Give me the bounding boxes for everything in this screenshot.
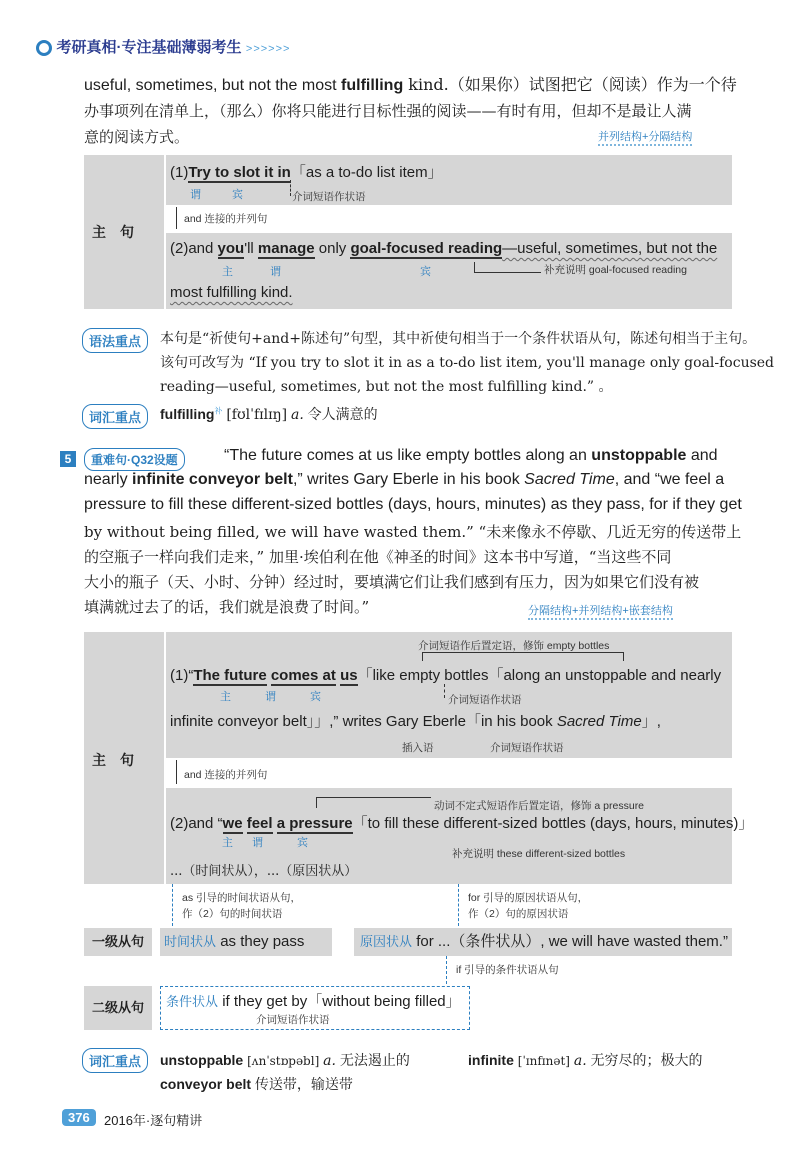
postpositive-note: 介词短语作后置定语，修饰 empty bottles	[418, 640, 610, 652]
label-s-v-o-2: 主 谓 宾	[222, 837, 312, 849]
as-note-2: 作（2）句的时间状语	[182, 908, 283, 920]
header	[36, 36, 290, 60]
supplement-note-2: 补充说明 these different-sized bottles	[452, 848, 626, 860]
header-brand: 考研真相·专注基础薄弱考生	[56, 39, 242, 56]
label-s-v-o: 主 谓 宾	[220, 691, 325, 703]
connector-line	[176, 207, 177, 229]
for-note-1: for 引导的原因状语从句，	[468, 892, 589, 904]
if-arrow	[446, 956, 448, 984]
vocab-entry-unstoppable: unstoppable [ʌnˈstɒpəbl] a. 无法遏止的	[160, 1052, 410, 1069]
adv-note-2: 介词短语作状语	[490, 742, 564, 754]
sentence-number-badge: 5	[60, 451, 76, 467]
time-clause-box: 时间状从 as they pass	[160, 928, 332, 956]
page-number: 376	[62, 1109, 96, 1126]
if-note: if 引导的条件状语从句	[456, 964, 559, 976]
connector-line-2	[176, 760, 177, 784]
grammar-text-2: 该句可改写为 “If you try to slot it in as a to-do list item, you'll manage only goal-focused	[160, 355, 775, 371]
grammar-text-3: reading—useful, sometimes, but not the most fulfilling kind.” 。	[160, 379, 613, 395]
intro-line-2: 办事项列在清单上，（那么）你将只能进行目标性强的阅读——有时有用，但却不是最让人满	[84, 102, 692, 120]
vocab-tag-2: 词汇重点	[82, 1048, 148, 1073]
footer-title: 2016年·逐句精讲	[104, 1113, 203, 1128]
connector-note: and 连接的并列句	[184, 213, 268, 225]
connector-note-2: and 连接的并列句	[184, 769, 268, 781]
q5-line-6: 大小的瓶子（天、小时、分钟）经过时，要填满它们让我们感到有压力，因为如果它们没有被	[84, 573, 700, 591]
label-object: 宾	[232, 189, 249, 201]
label-predicate: 谓	[190, 189, 207, 201]
intro-line-3: 意的阅读方式。	[84, 128, 190, 146]
level-2-label: 二级从句	[84, 986, 152, 1030]
header-arrows: >>>>>>	[245, 43, 291, 55]
sentence-2-b2: (2)and “we feel a pressure「to fill these different-sized bottles (days, hours, minutes)」	[170, 815, 754, 832]
difficult-sentence-tag: 重难句·Q32设题	[84, 448, 185, 471]
grammar-tag: 语法重点	[82, 328, 148, 353]
structure-tag-2: 分隔结构+并列结构+嵌套结构	[528, 602, 673, 620]
sentence-2-b2-line-2: ...（时间状从），...（原因状从）	[170, 864, 358, 879]
brand-icon	[36, 40, 52, 56]
q5-line-4: by without being filled, we will have wasted them.” “未来像永不停歇、几近无穷的传送带上	[84, 523, 742, 541]
sentence-1-b2-line-2: infinite conveyor belt」」,” writes Gary Eberle「in his book Sacred Time」,	[170, 713, 661, 730]
grammar-text-1: 本句是“祈使句+and+陈述句”句型，其中祈使句相当于一个条件状语从句，陈述句相当于主句。	[160, 331, 757, 347]
condition-clause: 条件状从 if they get by「without being filled」	[166, 993, 461, 1010]
supplement-note: 补充说明 goal-focused reading	[544, 264, 687, 276]
vocab-entry-conveyor-belt: conveyor belt 传送带，输送带	[160, 1076, 353, 1093]
level-1-label: 一级从句	[84, 928, 152, 956]
bracket-top	[422, 652, 624, 661]
as-note-1: as 引导的时间状语从句，	[182, 892, 302, 904]
structure-tag-1: 并列结构+分隔结构	[598, 128, 692, 146]
condition-note: 介词短语作状语	[256, 1014, 330, 1026]
q5-line-7: 填满就过去了的话，我们就是浪费了时间。”	[84, 598, 370, 616]
sentence-2-line-2: most fulfilling kind.	[170, 284, 293, 301]
sentence-2: (2)and you'll manage only goal-focused reading—useful, sometimes, but not the	[170, 240, 718, 257]
label-object-2: 宾	[420, 266, 437, 278]
sentence-1-b2: (1)“The future comes at us「like empty bottles「along an unstoppable and nearly	[170, 667, 722, 684]
adv-arrow	[444, 684, 446, 698]
vocab-entry-fulfilling: fulfilling$^补$ [fʊlˈfɪlɪŋ] a. 令人满意的	[160, 406, 378, 423]
for-note-2: 作（2）句的原因状语	[468, 908, 569, 920]
intro-line-1: useful, sometimes, but not the most fulfilling kind.（如果你）试图把它（阅读）作为一个待	[84, 75, 737, 94]
q5-line-2: nearly infinite conveyor belt,” writes Gary Eberle in his book Sacred Time, and “we feel a	[84, 471, 725, 488]
note-adverbial: 介词短语作状语	[292, 191, 366, 203]
sentence-1: (1)Try to slot it in「as a to-do list item」	[170, 164, 443, 181]
insertion-note: 插入语	[402, 742, 434, 754]
q5-line-5: 的空瓶子一样向我们走来，” 加里·埃伯利在他《神圣的时间》这本书中写道，“当这些不同	[84, 548, 672, 566]
main-clause-label: 主 句	[92, 224, 134, 240]
supplement-bracket	[474, 262, 541, 273]
infinitive-bracket	[316, 797, 431, 808]
cause-clause-box: 原因状从 for ...（条件状从）, we will have wasted them.”	[354, 928, 732, 956]
infinitive-note: 动词不定式短语作后置定语，修饰 a pressure	[434, 800, 645, 812]
adv-note: 介词短语作状语	[448, 694, 522, 706]
q5-line-1: “The future comes at us like empty bottles along an unstoppable and	[224, 447, 718, 464]
vocab-tag-1: 词汇重点	[82, 404, 148, 429]
main-clause-label-2: 主 句	[92, 752, 134, 768]
vocab-entry-infinite: infinite [ˈɪnfɪnət] a. 无穷尽的；极大的	[468, 1052, 703, 1069]
as-arrow	[172, 884, 174, 926]
label-subject: 主	[222, 266, 239, 278]
for-arrow	[458, 884, 460, 926]
q5-line-3: pressure to fill these different-sized bottles (days, hours, minutes) as they pass, for if they get	[84, 496, 742, 513]
label-predicate-2: 谓	[270, 266, 287, 278]
